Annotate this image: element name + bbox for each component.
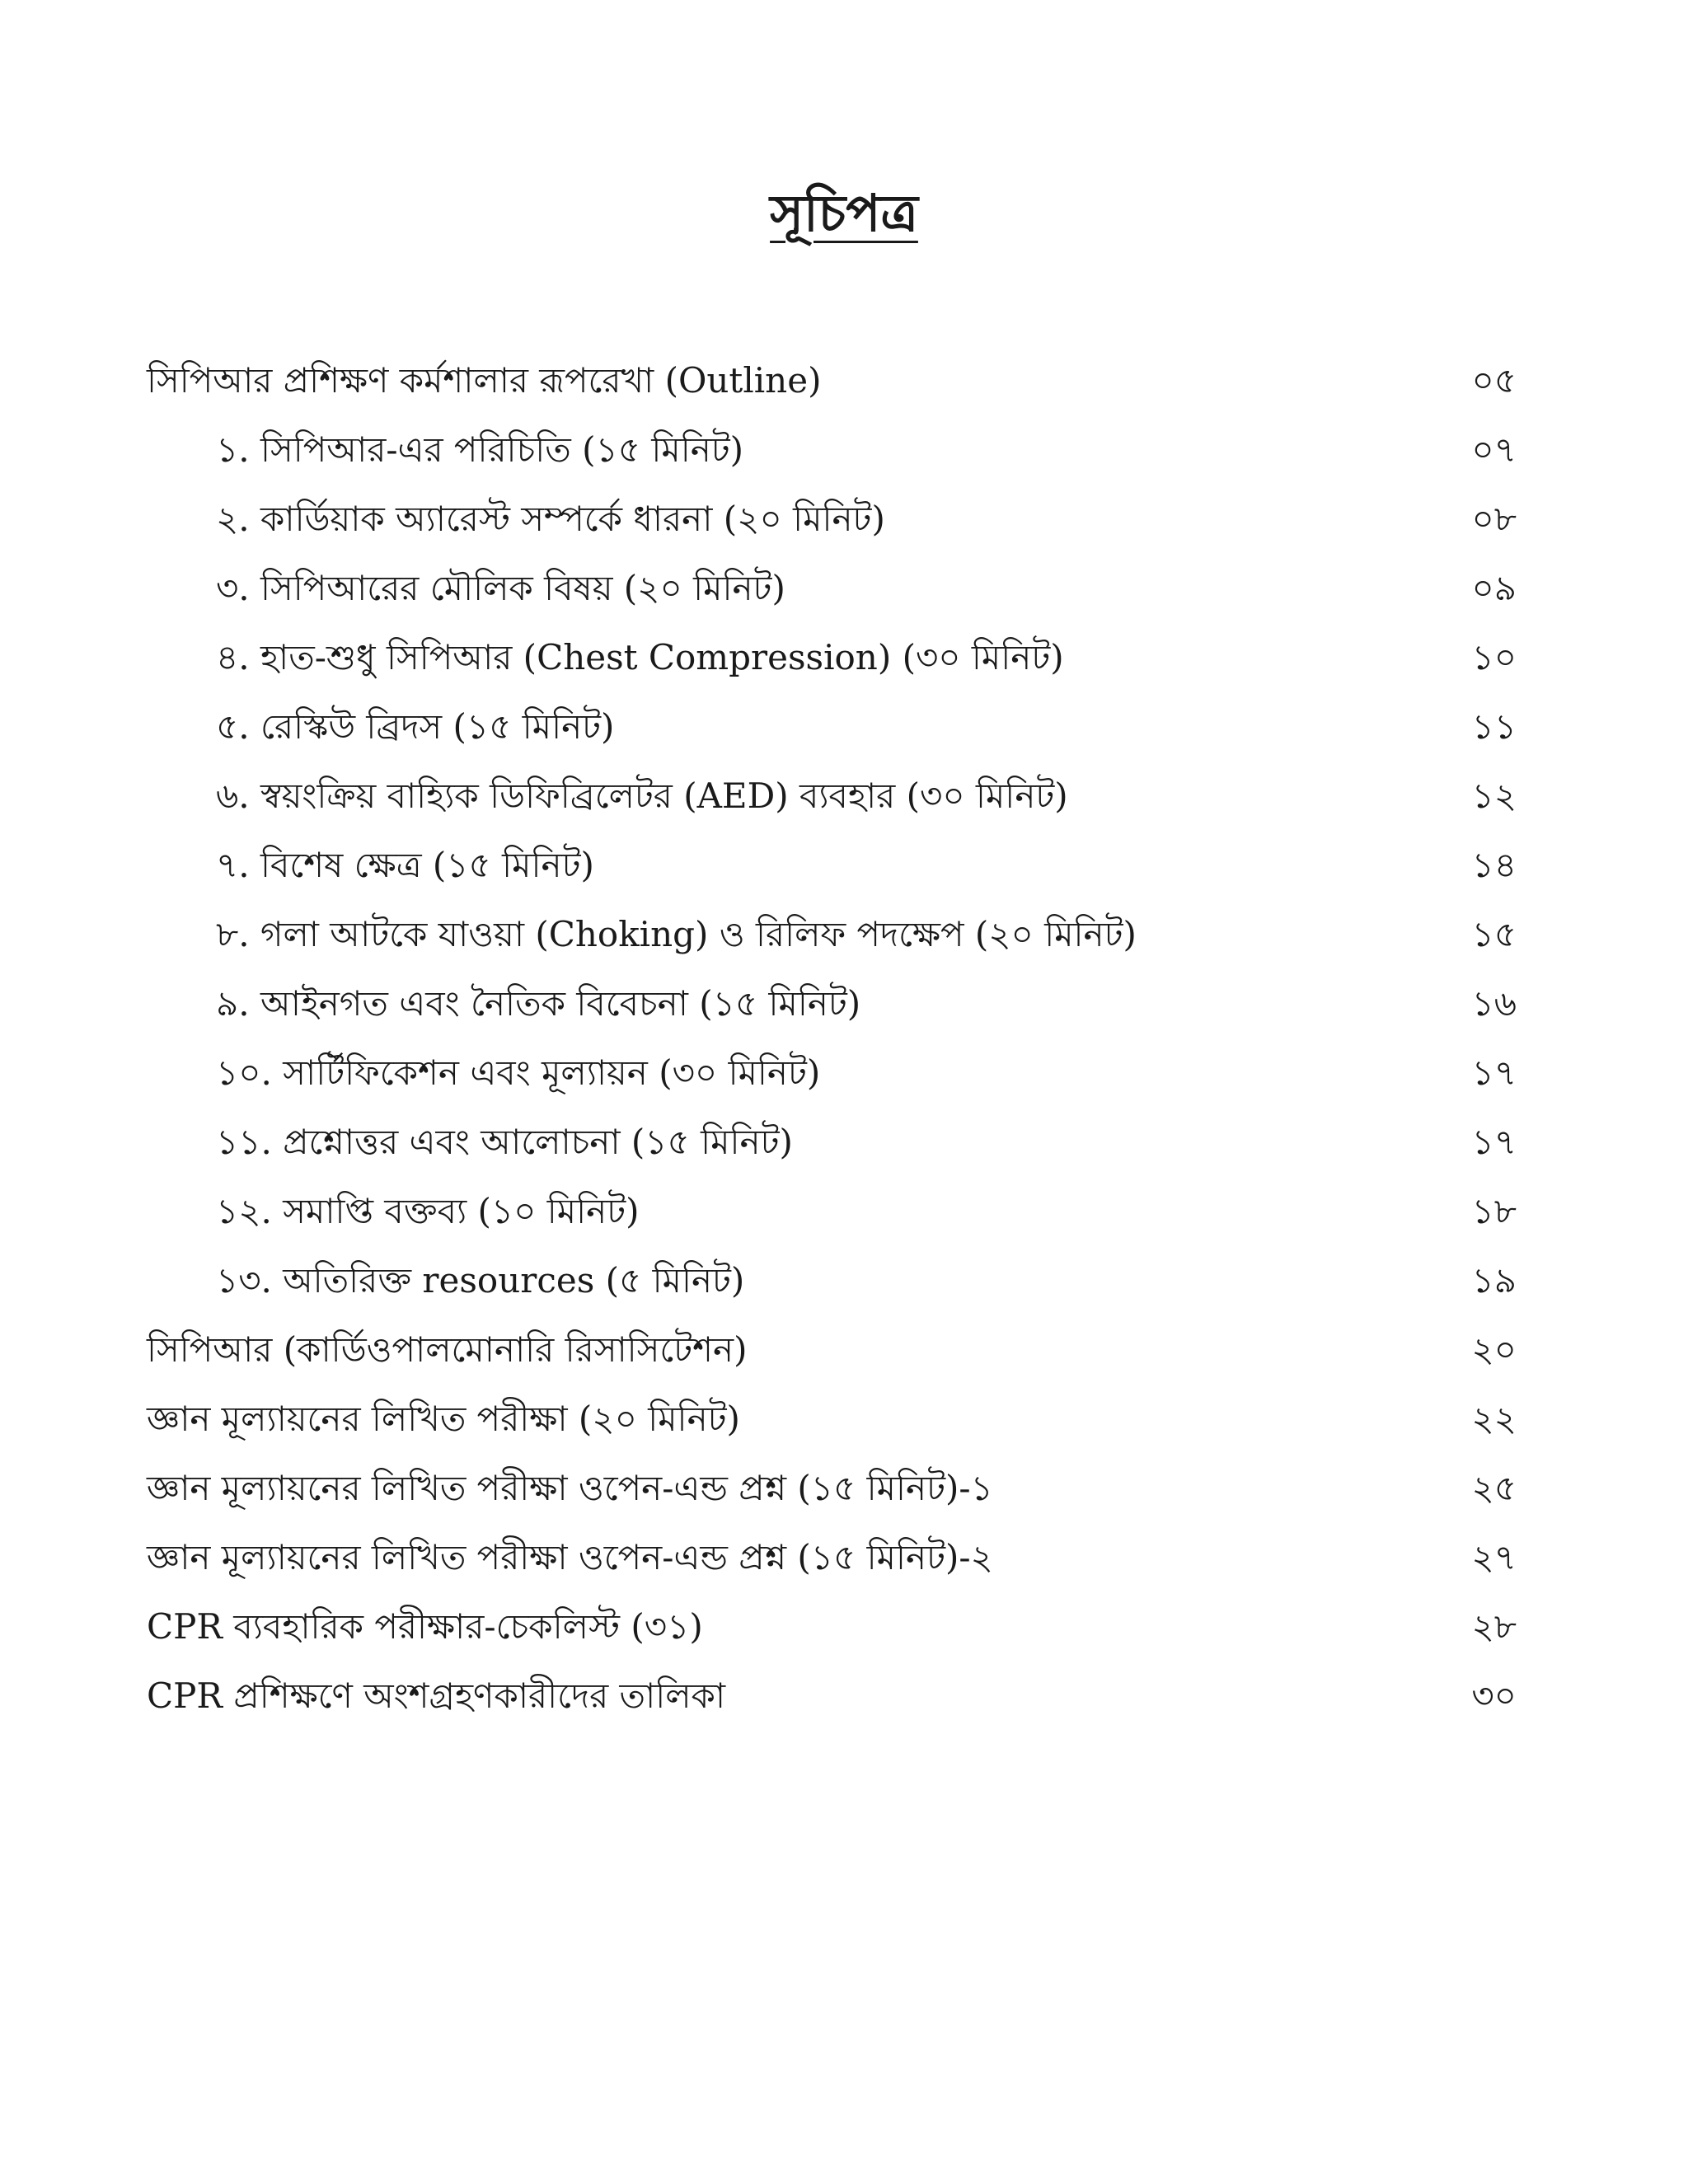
toc-entry-page: ০৯ xyxy=(1471,568,1517,608)
toc-entry-label: ১২. সমাপ্তি বক্তব্য (১০ মিনিট) xyxy=(216,1191,640,1231)
toc-entry-page: ১০ xyxy=(1471,637,1517,677)
toc-entry[interactable] xyxy=(0,1454,1688,1523)
toc-entry[interactable] xyxy=(0,1592,1688,1661)
toc-entry[interactable] xyxy=(0,1523,1688,1592)
toc-entry-label: ৭. বিশেষ ক্ষেত্র (১৫ মিনিট) xyxy=(216,845,594,885)
toc-entry-label: ১৩. অতিরিক্ত resources (৫ মিনিট) xyxy=(216,1260,745,1301)
toc-entry[interactable] xyxy=(0,692,1688,762)
toc-entry-label: ৯. আইনগত এবং নৈতিক বিবেচনা (১৫ মিনিট) xyxy=(216,983,861,1024)
toc-entry-page: ৩০ xyxy=(1471,1675,1517,1716)
toc-entry-label: CPR প্রশিক্ষণে অংশগ্রহণকারীদের তালিকা xyxy=(147,1675,726,1716)
toc-entry-page: ১১ xyxy=(1471,706,1517,747)
toc-entry[interactable] xyxy=(0,1038,1688,1108)
toc-entry-label: ১০. সার্টিফিকেশন এবং মূল্যায়ন (৩০ মিনিট) xyxy=(216,1052,821,1093)
toc-entry[interactable] xyxy=(0,1246,1688,1315)
toc-entry-label: জ্ঞান মূল্যায়নের লিখিত পরীক্ষা ওপেন-এন্ড প্রশ্ন (১৫ মিনিট)-১ xyxy=(147,1468,993,1508)
toc-entry-label: CPR ব্যবহারিক পরীক্ষার-চেকলিস্ট (৩১) xyxy=(147,1606,703,1647)
toc-entry[interactable] xyxy=(0,415,1688,485)
toc-entry-page: ১৫ xyxy=(1471,914,1517,954)
toc-entry-label: ১১. প্রশ্নোত্তর এবং আলোচনা (১৫ মিনিট) xyxy=(216,1122,793,1162)
toc-entry-page: ২৫ xyxy=(1471,1468,1517,1508)
toc-entry-page: ১৮ xyxy=(1471,1191,1517,1231)
toc-entry[interactable] xyxy=(0,1108,1688,1177)
toc-entry-label: জ্ঞান মূল্যায়নের লিখিত পরীক্ষা (২০ মিনিট) xyxy=(147,1399,740,1439)
toc-entry[interactable] xyxy=(0,762,1688,831)
toc-entry-label: সিপিআর (কার্ডিওপালমোনারি রিসাসিটেশন) xyxy=(147,1329,748,1370)
toc-entry-label: ১. সিপিআর-এর পরিচিতি (১৫ মিনিট) xyxy=(216,429,744,470)
toc-entry-page: ২৭ xyxy=(1471,1537,1517,1577)
toc-entry[interactable] xyxy=(0,623,1688,692)
toc-entry-label: ৫. রেস্কিউ ব্রিদস (১৫ মিনিট) xyxy=(216,706,615,747)
toc-entry[interactable] xyxy=(0,831,1688,900)
toc-entry-page: ২০ xyxy=(1471,1329,1517,1370)
toc-entry[interactable] xyxy=(0,969,1688,1038)
toc-entry[interactable] xyxy=(0,346,1688,415)
toc-entry-page: ২৮ xyxy=(1471,1606,1517,1647)
toc-entry[interactable] xyxy=(0,554,1688,623)
toc-entry-label: সিপিআর প্রশিক্ষণ কর্মশালার রূপরেখা (Outline) xyxy=(147,360,822,401)
toc-entry[interactable] xyxy=(0,1661,1688,1731)
toc-entry-page: ১৭ xyxy=(1471,1122,1517,1162)
toc-entry[interactable] xyxy=(0,485,1688,554)
toc-entry-page: ১২ xyxy=(1471,776,1517,816)
toc-entry-page: ১৭ xyxy=(1471,1052,1517,1093)
toc-entry[interactable] xyxy=(0,1315,1688,1385)
toc-entry-label: জ্ঞান মূল্যায়নের লিখিত পরীক্ষা ওপেন-এন্ড প্রশ্ন (১৫ মিনিট)-২ xyxy=(147,1537,993,1577)
toc-entry-page: ১৬ xyxy=(1471,983,1517,1024)
page-title-text: সূচিপত্র xyxy=(770,183,918,243)
toc-entry-page: ২২ xyxy=(1471,1399,1517,1439)
toc-entry-page: ০৮ xyxy=(1471,499,1517,539)
toc-entry[interactable] xyxy=(0,900,1688,969)
toc-entry-page: ০৫ xyxy=(1471,360,1517,401)
toc-entry-label: ৮. গলা আটকে যাওয়া (Choking) ও রিলিফ পদক্ষেপ (২০ মিনিট) xyxy=(216,914,1137,954)
toc-entry-label: ৪. হাত-শুধু সিপিআর (Chest Compression) (৩০ মিনিট) xyxy=(216,637,1064,677)
toc-entry-page: ১৪ xyxy=(1471,845,1517,885)
toc-entry-label: ৩. সিপিআরের মৌলিক বিষয় (২০ মিনিট) xyxy=(216,568,785,608)
toc-entry[interactable] xyxy=(0,1177,1688,1246)
toc-entry[interactable] xyxy=(0,1385,1688,1454)
toc-entry-page: ১৯ xyxy=(1471,1260,1517,1301)
toc-entry-page: ০৭ xyxy=(1471,429,1517,470)
toc-entry-label: ২. কার্ডিয়াক অ্যারেস্ট সম্পর্কে ধারনা (২০ মিনিট) xyxy=(216,499,885,539)
toc-entry-label: ৬. স্বয়ংক্রিয় বাহ্যিক ডিফিব্রিলেটর (AED) ব্যবহার (৩০ মিনিট) xyxy=(216,776,1068,816)
